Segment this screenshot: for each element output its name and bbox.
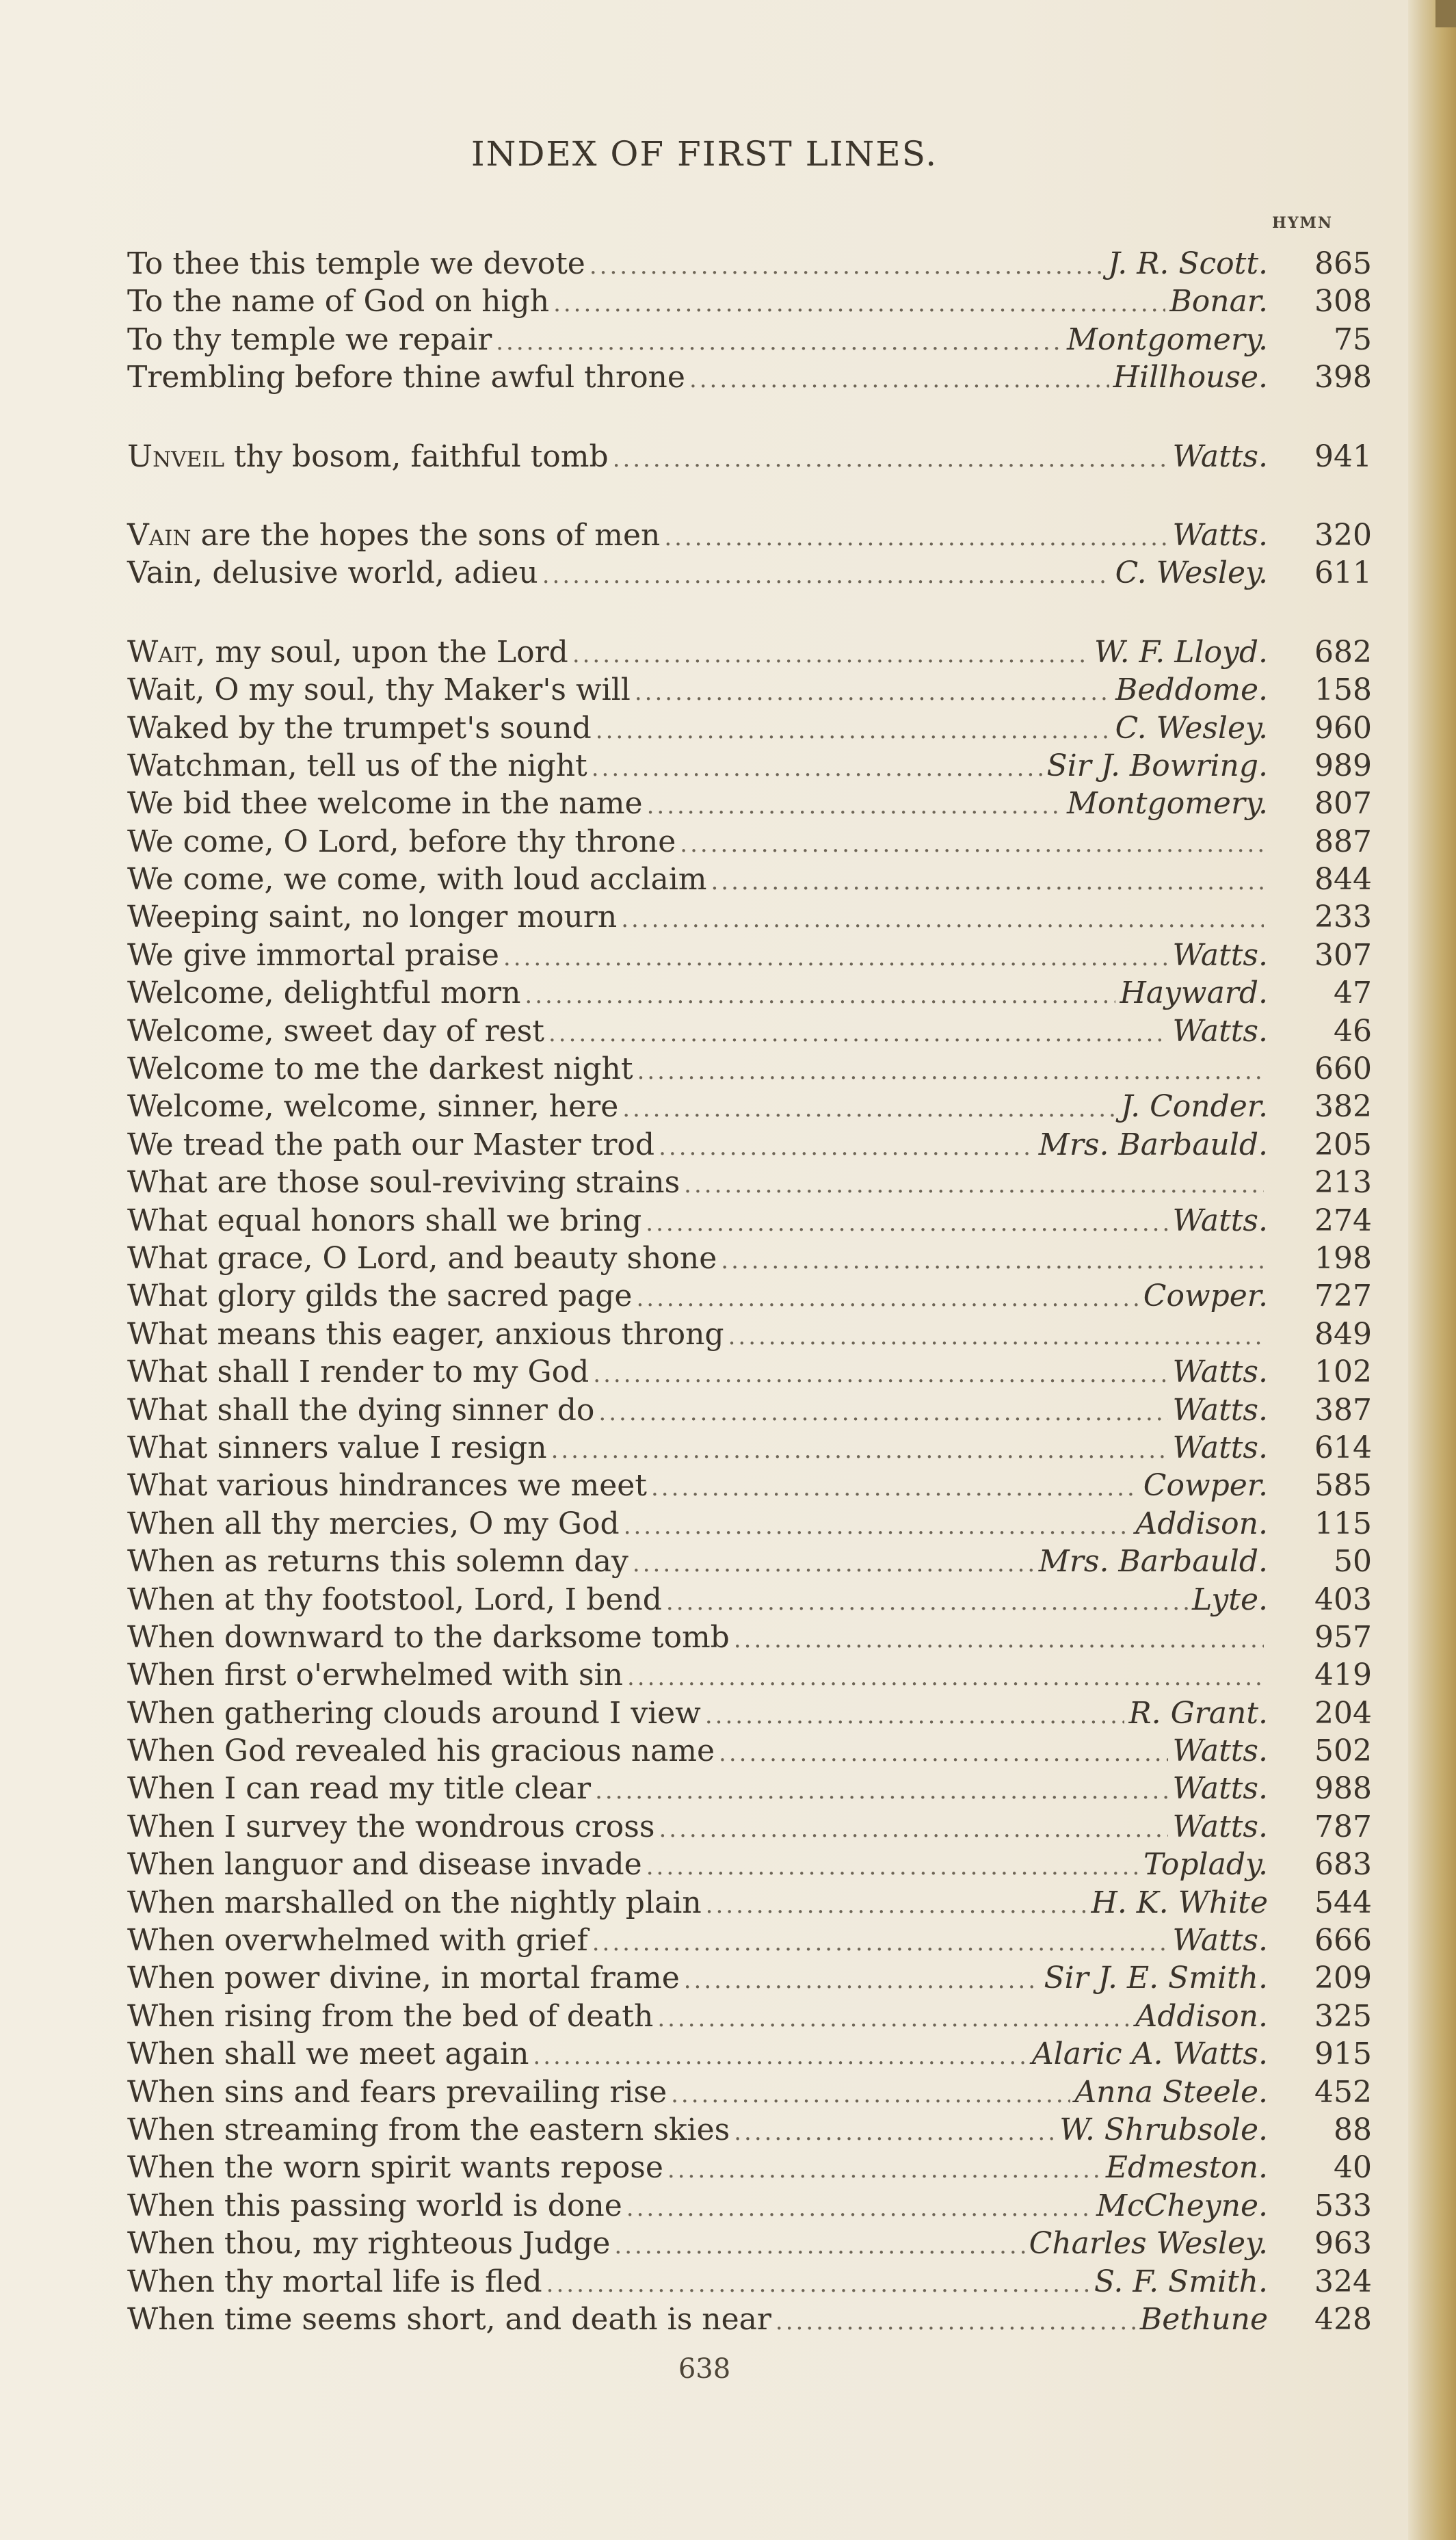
first-line: When thy mortal life is fled: [127, 2264, 542, 2299]
dot-leader: [614, 2225, 1024, 2265]
hymn-number: 960: [1314, 710, 1372, 746]
hymn-number: 324: [1314, 2264, 1372, 2299]
dot-leader: [776, 2301, 1136, 2341]
dot-leader: [667, 2149, 1102, 2189]
index-entry: [127, 321, 1372, 358]
author: Addison.: [1135, 1998, 1268, 2034]
dot-leader: [636, 1277, 1139, 1318]
index-entry: [127, 1012, 1372, 1050]
author: Beddome.: [1115, 672, 1268, 708]
index-entry: [127, 1467, 1372, 1504]
author: R. Grant.: [1128, 1695, 1268, 1731]
dot-leader: [721, 1240, 1264, 1280]
index-entry: [127, 1732, 1372, 1770]
index-entry: [127, 1581, 1372, 1619]
hymn-column-header: HYMN: [1272, 214, 1333, 232]
first-line: We come, we come, with loud acclaim: [127, 862, 707, 898]
first-line: We come, O Lord, before thy throne: [127, 824, 676, 859]
index-entry: [127, 1694, 1372, 1732]
index-entry: [127, 898, 1372, 936]
dot-leader: [633, 1543, 1035, 1583]
dot-leader: [622, 1088, 1117, 1128]
author: Addison.: [1135, 1506, 1268, 1541]
first-line: When thou, my righteous Judge: [127, 2226, 611, 2262]
index-entry: [127, 438, 1372, 475]
index-entry: [127, 709, 1372, 747]
author: Watts.: [1172, 1203, 1268, 1238]
dot-leader: [671, 2073, 1070, 2114]
author: Watts.: [1172, 517, 1268, 553]
hymn-number: 274: [1314, 1203, 1372, 1238]
index-entry: [127, 1619, 1372, 1656]
first-line: Wait, O my soul, thy Maker's will: [127, 672, 631, 708]
hymn-number: 382: [1314, 1089, 1372, 1125]
hymn-number: 452: [1314, 2074, 1372, 2110]
hymn-number: 682: [1314, 634, 1372, 670]
hymn-number: 849: [1314, 1316, 1372, 1352]
dot-leader: [666, 1581, 1188, 1621]
first-line: When God revealed his gracious name: [127, 1733, 715, 1769]
index-entry: [127, 1429, 1372, 1467]
first-line: When languor and disease invade: [127, 1847, 642, 1883]
first-line: We give immortal praise: [127, 937, 499, 973]
author: Cowper.: [1143, 1279, 1268, 1314]
dot-leader: [680, 823, 1264, 863]
dot-leader: [548, 1012, 1168, 1053]
first-line: What glory gilds the sacred page: [127, 1279, 633, 1314]
first-line: When as returns this solemn day: [127, 1544, 628, 1580]
hymn-number: 915: [1314, 2037, 1372, 2072]
index-entry: [127, 2225, 1372, 2262]
dot-leader: [657, 1998, 1131, 2038]
dot-leader: [551, 1429, 1169, 1469]
index-entry: [127, 2111, 1372, 2149]
hymn-number: 887: [1314, 824, 1372, 859]
first-line: When first o'erwhelmed with sin: [127, 1658, 623, 1693]
first-line: We bid thee welcome in the name: [127, 786, 643, 822]
dot-leader: [592, 747, 1043, 787]
dot-leader: [637, 1050, 1264, 1090]
dot-leader: [624, 1505, 1132, 1545]
first-line: Waked by the trumpet's sound: [127, 710, 592, 746]
hymn-number: 660: [1314, 1051, 1372, 1087]
author: Watts.: [1172, 1430, 1268, 1465]
first-line: Weeping saint, no longer mourn: [127, 900, 618, 935]
first-line: When streaming from the eastern skies: [127, 2112, 730, 2147]
author: Anna Steele.: [1074, 2074, 1268, 2110]
index-entry: [127, 2073, 1372, 2111]
index-entry: [127, 2187, 1372, 2225]
group-spacer: [127, 475, 1372, 516]
first-line: When downward to the darksome tomb: [127, 1619, 730, 1655]
author: J. R. Scott.: [1108, 246, 1268, 281]
first-line: Watchman, tell us of the night: [127, 748, 587, 783]
dot-leader: [621, 898, 1264, 939]
dot-leader: [646, 1846, 1139, 1886]
hymn-number: 963: [1314, 2226, 1372, 2262]
first-line: To the name of God on high: [127, 284, 550, 319]
author: Bethune: [1139, 2301, 1268, 2337]
dot-leader: [496, 321, 1063, 361]
hymn-number: 502: [1314, 1733, 1372, 1769]
index-entry: [127, 823, 1372, 861]
first-line: Welcome, delightful morn: [127, 976, 521, 1011]
index-entry: [127, 1126, 1372, 1164]
author: Watts.: [1172, 1354, 1268, 1390]
first-line: What various hindrances we meet: [127, 1468, 647, 1504]
hymn-number: 611: [1314, 555, 1372, 591]
index-entry: [127, 974, 1372, 1012]
index-entry: [127, 937, 1372, 974]
dot-leader: [542, 554, 1111, 594]
index-entry: [127, 1543, 1372, 1580]
index-entry: [127, 516, 1372, 554]
hymn-number: 544: [1314, 1885, 1372, 1920]
author: Hayward.: [1120, 976, 1268, 1011]
index-entry: [127, 245, 1372, 283]
author: Bonar.: [1169, 284, 1268, 319]
dot-leader: [659, 1808, 1168, 1848]
first-line: What equal honors shall we bring: [127, 1203, 642, 1238]
author: Montgomery.: [1066, 322, 1268, 357]
author: Mrs. Barbauld.: [1038, 1544, 1268, 1580]
dot-leader: [525, 974, 1115, 1014]
hymn-number: 47: [1334, 976, 1372, 1011]
hymn-number: 209: [1314, 1961, 1372, 1996]
dot-leader: [533, 2035, 1027, 2076]
index-entry: [127, 747, 1372, 785]
first-line: What shall the dying sinner do: [127, 1392, 595, 1428]
dot-leader: [572, 633, 1090, 674]
first-line: When gathering clouds around I view: [127, 1695, 701, 1731]
author: Watts.: [1172, 1923, 1268, 1959]
dot-leader: [627, 1656, 1264, 1697]
hymn-number: 387: [1314, 1392, 1372, 1428]
hymn-number: 198: [1314, 1240, 1372, 1276]
author: W. F. Lloyd.: [1094, 634, 1268, 670]
first-line: Welcome, sweet day of rest: [127, 1013, 544, 1049]
author: C. Wesley.: [1115, 710, 1268, 746]
dot-leader: [711, 861, 1265, 901]
first-line: When overwhelmed with grief: [127, 1923, 588, 1959]
hymn-number: 320: [1314, 517, 1372, 553]
dot-leader: [592, 1922, 1169, 1962]
first-line: When rising from the bed of death: [127, 1998, 654, 2034]
index-entry: [127, 1505, 1372, 1543]
hymn-number: 988: [1314, 1771, 1372, 1807]
hymn-number: 807: [1314, 786, 1372, 822]
first-line: Welcome to me the darkest night: [127, 1051, 633, 1087]
dot-leader: [734, 1619, 1264, 1659]
author: Lyte.: [1191, 1582, 1268, 1617]
author: Edmeston.: [1105, 2150, 1268, 2186]
dot-leader: [706, 1884, 1087, 1924]
author: C. Wesley.: [1115, 555, 1268, 591]
hymn-number: 75: [1334, 322, 1372, 357]
first-line: What shall I render to my God: [127, 1354, 590, 1390]
index-entry: [127, 1391, 1372, 1429]
hymn-number: 213: [1314, 1165, 1372, 1201]
index-entry: [127, 633, 1372, 671]
index-entry: [127, 1164, 1372, 1201]
hymn-number: 233: [1314, 900, 1372, 935]
dot-leader: [635, 671, 1111, 711]
first-line: When time seems short, and death is near: [127, 2301, 771, 2337]
dot-leader: [734, 2111, 1055, 2151]
dot-leader: [590, 245, 1104, 285]
index-entry: [127, 2149, 1372, 2186]
index-entry: [127, 671, 1372, 709]
hymn-number: 158: [1314, 672, 1372, 708]
first-line: We tread the path our Master trod: [127, 1127, 655, 1162]
author: Watts.: [1172, 438, 1268, 474]
page-edge: [1408, 0, 1456, 2540]
author: S. F. Smith.: [1094, 2264, 1268, 2299]
dot-leader: [598, 1391, 1168, 1432]
dot-leader: [664, 516, 1168, 557]
dot-leader: [647, 785, 1063, 825]
dot-leader: [651, 1467, 1139, 1507]
author: Mrs. Barbauld.: [1038, 1127, 1268, 1162]
dot-leader: [595, 1770, 1168, 1810]
hymn-number: 308: [1314, 284, 1372, 319]
author: Hillhouse.: [1113, 360, 1268, 395]
index-entry: [127, 2263, 1372, 2301]
index-entry: [127, 1808, 1372, 1846]
group-spacer: [127, 397, 1372, 438]
author: Montgomery.: [1066, 786, 1268, 822]
hymn-number: 398: [1314, 360, 1372, 395]
author: Watts.: [1172, 1013, 1268, 1049]
dot-leader: [728, 1315, 1264, 1356]
first-line: When shall we meet again: [127, 2037, 529, 2072]
first-line: What grace, O Lord, and beauty shone: [127, 1240, 717, 1276]
dot-leader: [546, 2263, 1090, 2303]
author: Sir J. E. Smith.: [1044, 1961, 1268, 1996]
index-entry: [127, 1202, 1372, 1240]
author: J. Conder.: [1120, 1089, 1268, 1125]
first-line: Trembling before thine awful throne: [127, 360, 685, 395]
first-line: When power divine, in mortal frame: [127, 1961, 680, 1996]
dot-leader: [503, 937, 1169, 977]
dot-leader: [689, 358, 1109, 399]
hymn-number: 40: [1334, 2150, 1372, 2186]
hymn-number: 428: [1314, 2301, 1372, 2337]
author: Watts.: [1172, 1809, 1268, 1844]
first-line: What are those soul-reviving strains: [127, 1165, 680, 1201]
first-line: Vain, delusive world, adieu: [127, 555, 538, 591]
index-entry: [127, 1050, 1372, 1088]
first-line: To thee this temple we devote: [127, 246, 585, 281]
index-entry: [127, 1353, 1372, 1391]
dot-leader: [593, 1353, 1168, 1393]
index-entry: [127, 554, 1372, 592]
author: W. Shrubsole.: [1059, 2112, 1268, 2147]
first-line: When this passing world is done: [127, 2188, 622, 2223]
hymn-number: 727: [1314, 1279, 1372, 1314]
index-entry: [127, 1922, 1372, 1959]
dot-leader: [684, 1164, 1264, 1204]
hymn-number: 46: [1334, 1013, 1372, 1049]
author: Watts.: [1172, 1733, 1268, 1769]
hymn-number: 307: [1314, 937, 1372, 973]
author: McCheyne.: [1096, 2188, 1268, 2223]
author: Cowper.: [1143, 1468, 1268, 1504]
hymn-number: 585: [1314, 1468, 1372, 1504]
author: Charles Wesley.: [1029, 2226, 1268, 2262]
first-line: What sinners value I resign: [127, 1430, 547, 1465]
index-entry: [127, 1277, 1372, 1315]
index-entry: [127, 785, 1372, 822]
first-line: When I survey the wondrous cross: [127, 1809, 655, 1844]
author: H. K. White: [1091, 1885, 1268, 1920]
index-entry: [127, 2301, 1372, 2338]
first-line: When I can read my title clear: [127, 1771, 592, 1807]
first-line: To thy temple we repair: [127, 322, 492, 357]
page-number: 638: [678, 2353, 731, 2385]
dot-leader: [684, 1959, 1040, 2000]
dot-leader: [613, 438, 1169, 478]
index-entry: [127, 1315, 1372, 1353]
hymn-number: 941: [1314, 438, 1372, 474]
index-entry: [127, 1998, 1372, 2035]
dot-leader: [626, 2187, 1092, 2227]
index-entry: [127, 1656, 1372, 1694]
hymn-number: 403: [1314, 1582, 1372, 1617]
first-line: When all thy mercies, O my God: [127, 1506, 620, 1541]
group-spacer: [127, 592, 1372, 633]
page-title: INDEX OF FIRST LINES.: [471, 134, 938, 174]
hymn-number: 205: [1314, 1127, 1372, 1162]
author: Alaric A. Watts.: [1031, 2037, 1268, 2072]
author: Sir J. Bowring.: [1046, 748, 1268, 783]
hymn-number: 88: [1334, 2112, 1372, 2147]
index-entry: [127, 1884, 1372, 1922]
author: Watts.: [1172, 1771, 1268, 1807]
hymn-number: 325: [1314, 1998, 1372, 2034]
hymn-number: 102: [1314, 1354, 1372, 1390]
first-line: When marshalled on the nightly plain: [127, 1885, 702, 1920]
index-entry: [127, 861, 1372, 898]
author: Watts.: [1172, 1392, 1268, 1428]
first-lines-index: [127, 245, 1372, 2338]
dot-leader: [659, 1126, 1035, 1166]
hymn-number: 115: [1314, 1506, 1372, 1541]
hymn-number: 989: [1314, 748, 1372, 783]
dot-leader: [719, 1732, 1168, 1772]
author: Watts.: [1172, 937, 1268, 973]
first-line: Welcome, welcome, sinner, here: [127, 1089, 619, 1125]
index-entry: [127, 1770, 1372, 1807]
dot-leader: [596, 709, 1111, 750]
hymn-number: 204: [1314, 1695, 1372, 1731]
hymn-number: 533: [1314, 2188, 1372, 2223]
index-entry: [127, 1846, 1372, 1883]
dot-leader: [553, 283, 1165, 323]
dot-leader: [646, 1202, 1168, 1242]
index-entry: [127, 1088, 1372, 1125]
hymn-number: 787: [1314, 1809, 1372, 1844]
first-line: Unveil thy bosom, faithful tomb: [127, 438, 609, 474]
index-entry: [127, 1959, 1372, 1997]
first-line: When at thy footstool, Lord, I bend: [127, 1582, 662, 1617]
page-edge-mark: [1435, 0, 1456, 27]
author: Toplady.: [1143, 1847, 1268, 1883]
hymn-number: 614: [1314, 1430, 1372, 1465]
first-line: When sins and fears prevailing rise: [127, 2074, 667, 2110]
hymn-number: 844: [1314, 862, 1372, 898]
first-line: What means this eager, anxious throng: [127, 1316, 724, 1352]
first-line: Wait, my soul, upon the Lord: [127, 634, 568, 670]
index-entry: [127, 2035, 1372, 2073]
first-line: Vain are the hopes the sons of men: [127, 517, 661, 553]
dot-leader: [705, 1694, 1125, 1735]
hymn-number: 50: [1334, 1544, 1372, 1580]
first-line: When the worn spirit wants repose: [127, 2150, 663, 2186]
hymn-number: 666: [1314, 1923, 1372, 1959]
hymn-number: 419: [1314, 1658, 1372, 1693]
hymn-number: 865: [1314, 246, 1372, 281]
index-entry: [127, 358, 1372, 396]
hymn-number: 683: [1314, 1847, 1372, 1883]
index-entry: [127, 283, 1372, 320]
hymn-number: 957: [1314, 1619, 1372, 1655]
index-entry: [127, 1240, 1372, 1277]
